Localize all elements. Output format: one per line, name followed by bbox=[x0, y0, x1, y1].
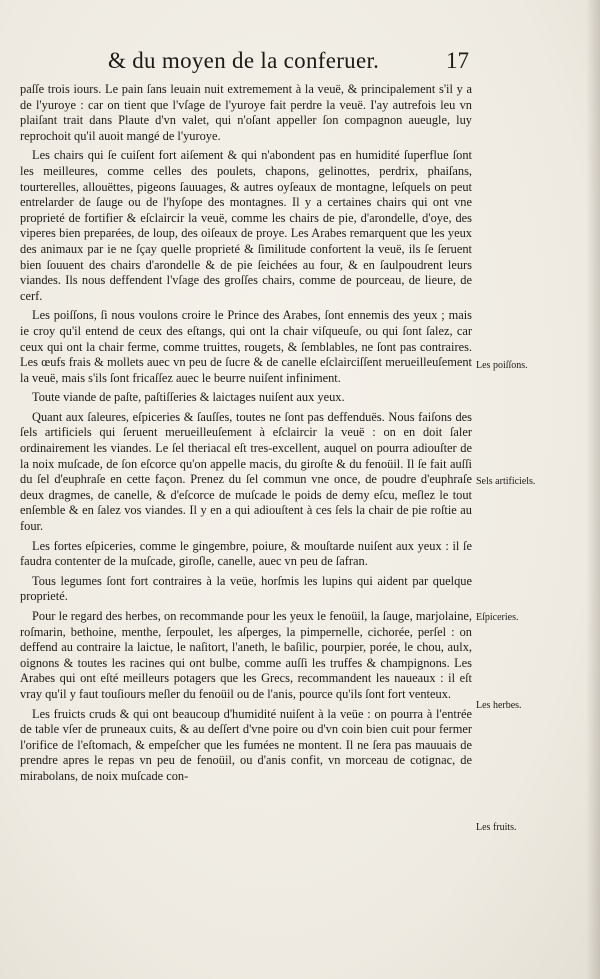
paragraph-spices: Les fortes eſpiceries, comme le gingembre, poiure, & mouſtarde nuiſent aux yeux : il ſe faudra contenter de la muſcade, giroſle, canelle, auec vn peu de ſafran. bbox=[20, 538, 472, 569]
running-title: & du moyen de la conferuer. bbox=[108, 48, 380, 73]
paragraph-fruits: Les fruicts cruds & qui ont beaucoup d'humidité nuiſent à la veüe : on pourra à l'entrée de table vſer de pruneaux cuits, & au deſſert d'vne poire ou d'vn coin bien cuit pour fermer l'orifice de l'eſtomach, & empeſcher que les fumées ne montent. Il ne ſera pas mauuais de prendre apres le repas vn peu de fenoüil, ou d'anis confit, vn morceau de cotignac, de mirabolans, de noix muſcade con- bbox=[20, 706, 472, 783]
paragraph-legumes: Tous legumes ſont fort contraires à la veüe, horſmis les lupins qui aident par quelque proprieté. bbox=[20, 573, 472, 604]
paragraph-pastry: Toute viande de paſte, paſtiſſeries & laictages nuiſent aux yeux. bbox=[32, 390, 345, 405]
margin-note-sels: Sels artificiels. bbox=[476, 476, 536, 487]
body-text bbox=[20, 82, 472, 789]
page-number: 17 bbox=[446, 48, 469, 73]
paragraph-bread: paſſe trois iours. Le pain ſans leuain nuit extremement à la veuë, & principalement s'il y a de l'yuroye : car on tient que l'vſage de l'yuroye fait perdre la veuë. I'ay autrefois leu vn plaiſant trait dans Plaute d'vn valet, qui n'oſant appeller ſon compagnon aueugle, luy reprochoit qu'il auoit mangé de l'yuroye. bbox=[20, 82, 472, 143]
paragraph-herbs: Pour le regard des herbes, on recommande pour les yeux le fenoüil, la ſauge, marjolaine, roſmarin, bethoine, menthe, ſerpoulet, les aſperges, la pimpernelle, cichorée, perſel : on deffend au contraire la laictue, le naſitort, l'aneth, le baſilic, pourpier, porée, le chou, aulx, oignons & toutes les racines qui ont bulbe, comme auſſi les truffes & champignons. Les Arabes qui ont eſté meilleurs potagers que les Grecs, recommandent les naueaux : il eſt vray qu'il y faut touſiours meſler du fenoüil ou de l'anis, pource qu'ils ſont fort venteux. bbox=[20, 609, 472, 701]
paragraph-fish: Les poiſſons, ſi nous voulons croire le Prince des Arabes, ſont ennemis des yeux ; mais ie croy qu'il entend de ceux des eſtangs, qui ont la chair viſqueuſe, ou qui ſont ſalez, car ceux qui ont la chair ferme, comme truittes, rougets, & ſemblables, ne ſont pas contraires. Les œufs frais & mollets auec vn peu de ſucre & de canelle eſclairciſſent merueilleuſement la veuë, mais s'ils ſont fricaſſez auec le beurre nuiſent infiniment. bbox=[20, 308, 472, 385]
margin-note-espiceries: Eſpiceries. bbox=[476, 612, 519, 623]
paragraph-meats: Les chairs qui ſe cuiſent fort aiſement & qui n'abondent pas en humidité ſuperflue ſont les meilleures, comme celles des poulets, chapons, gelinottes, perdrix, phaiſans, tourterelles, allouëttes, pigeons ſauuages, & autres oyſeaux de montagne, leſquels on peut entrelarder de ſauge ou de l'hyſope des montagnes. Il y a certaines chairs qui ont vne proprieté de fortifier & eſclaircir la veuë, comme les chairs de pie, d'arondelle, d'oye, des viperes bien preparées, de loup, des oiſeaux de proye. Les Arabes remarquent que les yeux des animaux par ie ne ſçay quelle proprieté & ſimilitude confortent la veuë, ils ſe ſeruent bien ſouuent des chairs d'arondelle & de pie ſeichées au four, & en ſaulpoudrent leurs viandes. Ils nous deffendent l'vſage des groſſes chairs, comme de pourceau, de lieure, de cerf. bbox=[20, 148, 472, 303]
margin-note-fruits: Les fruits. bbox=[476, 822, 517, 833]
page-header bbox=[0, 48, 600, 80]
margin-note-poissons: Les poiſſons. bbox=[476, 360, 528, 371]
margin-note-herbes: Les herbes. bbox=[476, 700, 522, 711]
page-gutter-shadow bbox=[586, 0, 600, 979]
paragraph-salts: Quant aux ſaleures, eſpiceries & ſauſſes, toutes ne ſont pas deffenduës. Nous faiſons des ſels artificiels qui ſeruent merueilleuſement à eſclaircir la veuë : on en doit ſaler ordinairement les viandes. Le ſel theriacal eſt tres-excellent, auquel on pourra adiouſter de la noix muſcade, de ſon eſcorce qu'on appelle macis, du giroſte & du fenoüil. Il ſe fait auſſi du ſel d'euphraſe en cette façon. Prenez du ſel commun vne once, de poudre d'euphraſe deux dragmes, de canelle, & d'eſcorce de muſcade le poids de demy eſcu, meſlez le tout enſemble & en ſalez vos viandes. Il y en a qui adiouſtent à ces ſels la chair de pie roſtie au four. bbox=[20, 409, 472, 534]
